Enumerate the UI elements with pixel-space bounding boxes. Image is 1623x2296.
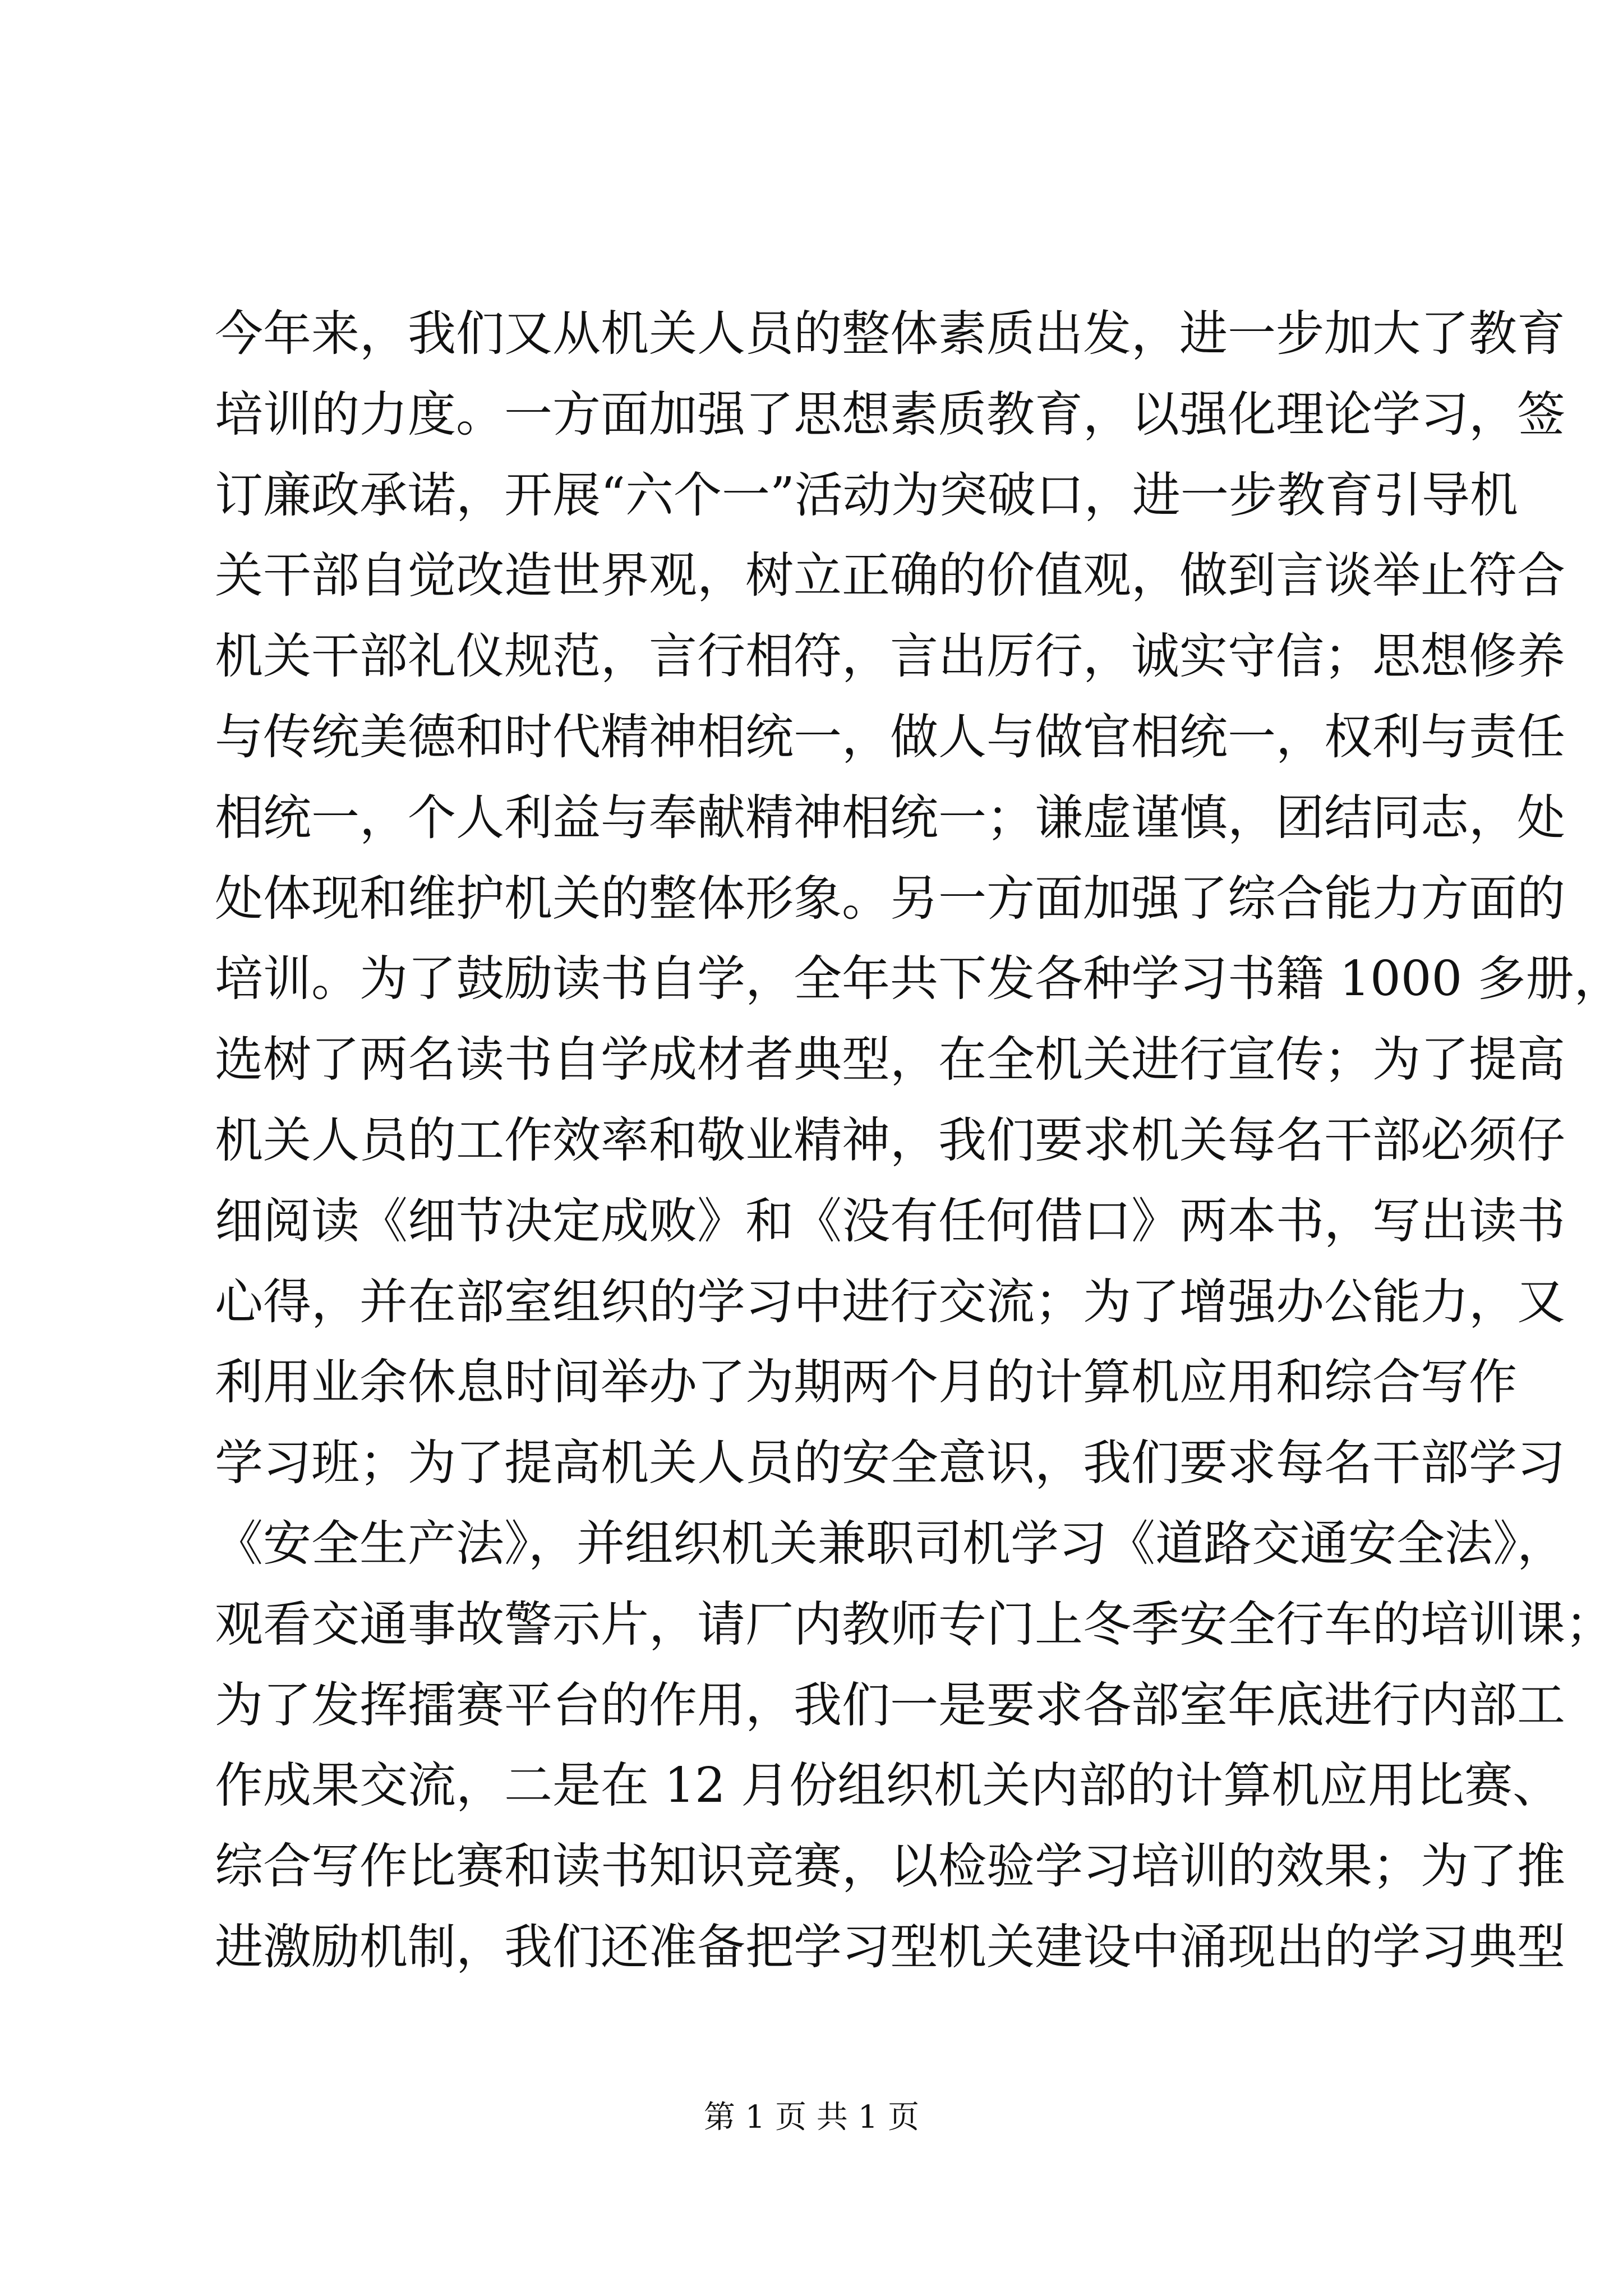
text-line: 机关干部礼仪规范，言行相符，言出厉行，诚实守信；思想修养: [215, 628, 1565, 685]
text-line: 培训的力度。一方面加强了思想素质教育，以强化理论学习，签: [215, 386, 1565, 443]
text-line: 今年来，我们又从机关人员的整体素质出发，进一步加大了教育: [215, 306, 1565, 362]
text-line: 为了发挥擂赛平台的作用，我们一是要求各部室年底进行内部工: [215, 1677, 1565, 1733]
text-line: 相统一，个人利益与奉献精神相统一；谦虚谨慎，团结同志，处: [215, 789, 1565, 846]
body-paragraph: [215, 294, 1622, 1988]
text-line: 观看交通事故警示片，请厂内教师专门上冬季安全行车的培训课；: [215, 1596, 1613, 1653]
text-line: 心得，并在部室组织的学习中进行交流；为了增强办公能力，又: [215, 1273, 1565, 1330]
text-line: 进激励机制，我们还准备把学习型机关建设中涌现出的学习典型: [215, 1918, 1565, 1975]
text-line: 培训。为了鼓励读书自学，全年共下发各种学习书籍 1000 多册，: [215, 951, 1622, 1007]
text-line: 《安全生产法》，并组织机关兼职司机学习《道路交通安全法》，: [215, 1515, 1565, 1572]
text-line: 订廉政承诺，开展“六个一”活动为突破口，进一步教育引导机: [215, 467, 1518, 523]
text-line: 作成果交流，二是在 12 月份组织机关内部的计算机应用比赛、: [215, 1757, 1561, 1814]
text-line: 与传统美德和时代精神相统一，做人与做官相统一，权利与责任: [215, 708, 1565, 765]
text-line: 机关人员的工作效率和敬业精神，我们要求机关每名干部必须仔: [215, 1112, 1565, 1168]
text-line: 细阅读《细节决定成败》和《没有任何借口》两本书，写出读书: [215, 1193, 1565, 1249]
text-line: 选树了两名读书自学成材者典型，在全机关进行宣传；为了提高: [215, 1032, 1565, 1088]
page-number-footer: 第 1 页 共 1 页: [703, 2099, 920, 2136]
text-line: 关干部自觉改造世界观，树立正确的价值观，做到言谈举止符合: [215, 547, 1565, 604]
text-line: 处体现和维护机关的整体形象。另一方面加强了综合能力方面的: [215, 870, 1565, 927]
text-line: 综合写作比赛和读书知识竞赛，以检验学习培训的效果；为了推: [215, 1838, 1565, 1895]
text-line: 学习班；为了提高机关人员的安全意识，我们要求每名干部学习: [215, 1435, 1565, 1492]
text-line: 利用业余休息时间举办了为期两个月的计算机应用和综合写作: [215, 1354, 1517, 1411]
